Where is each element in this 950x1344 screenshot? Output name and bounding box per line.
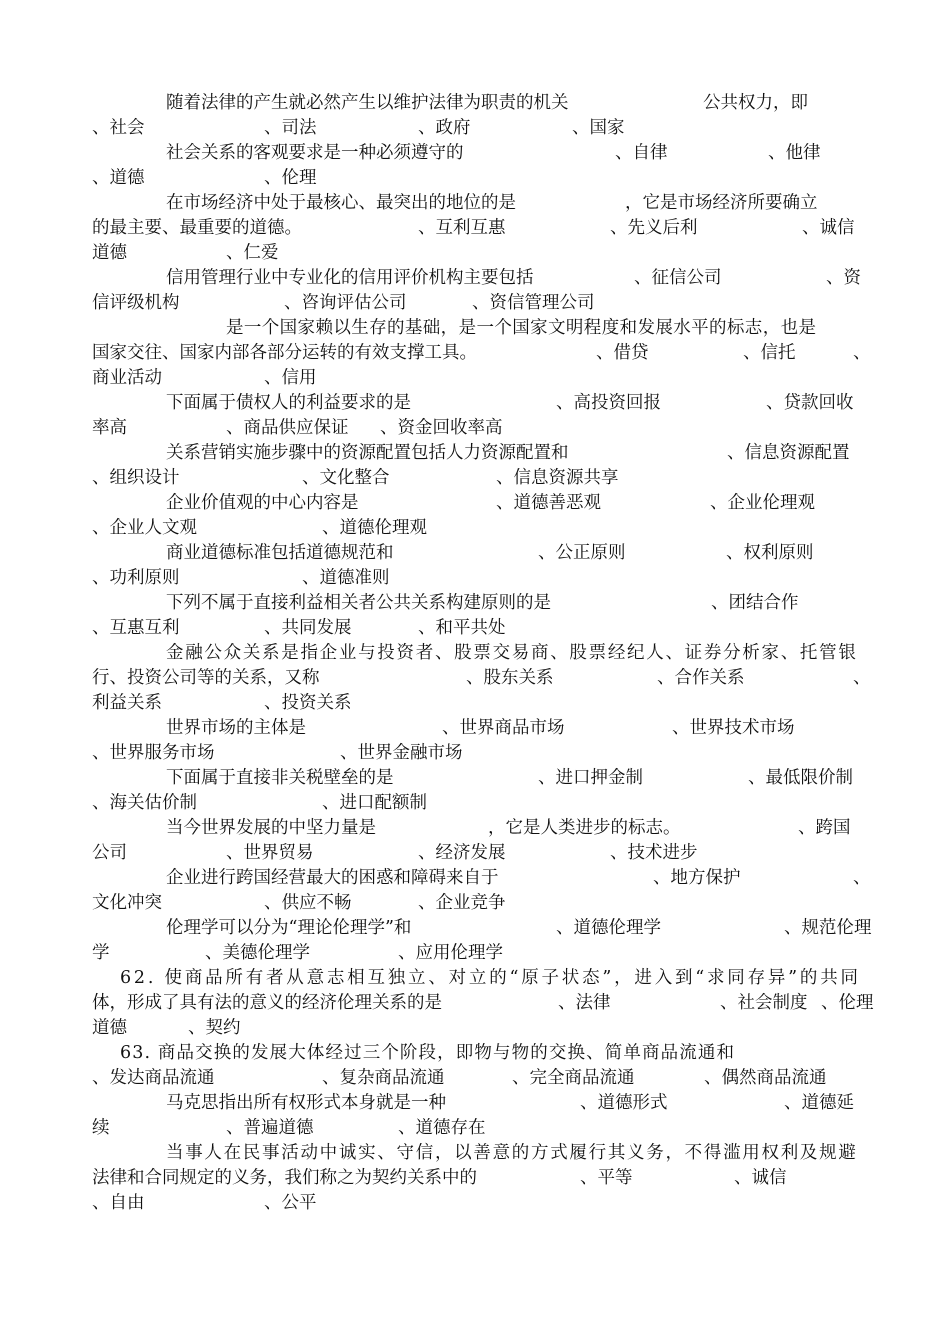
text-segment: 、仁爱	[226, 243, 279, 263]
text-line	[0, 467, 950, 492]
text-segment: 、跨国	[798, 818, 851, 838]
text-line	[0, 742, 950, 767]
text-segment: 、信息资源共享	[496, 468, 619, 488]
text-segment: 、公正原则	[538, 543, 626, 563]
text-line	[0, 442, 950, 467]
text-line	[0, 967, 950, 992]
text-segment: 、文化整合	[302, 468, 390, 488]
text-segment: 当今世界发展的中坚力量是	[166, 818, 376, 838]
text-line	[0, 317, 950, 342]
text-segment: 信评级机构	[92, 293, 180, 313]
text-segment: 当事人在民事活动中诚实、守信，以善意的方式履行其义务，不得滥用权利及规避	[166, 1143, 858, 1163]
text-line	[0, 517, 950, 542]
text-line	[0, 992, 950, 1017]
text-segment: 、他律	[768, 143, 821, 163]
text-segment: 、发达商品流通	[92, 1068, 215, 1088]
text-segment: 、道德善恶观	[496, 493, 601, 513]
text-segment: 、	[853, 868, 871, 888]
text-line	[0, 892, 950, 917]
text-segment: 、诚信	[734, 1168, 787, 1188]
text-segment: 、诚信	[802, 218, 855, 238]
text-line	[0, 817, 950, 842]
text-segment: 、应用伦理学	[398, 943, 503, 963]
text-segment: 、进口押金制	[538, 768, 643, 788]
text-segment: 行、投资公司等的关系，又称	[92, 668, 320, 688]
text-segment: 、商品供应保证	[226, 418, 349, 438]
text-segment: 、先义后利	[610, 218, 698, 238]
text-segment: 、功利原则	[92, 568, 180, 588]
text-segment: 、资信管理公司	[472, 293, 595, 313]
text-segment: 、地方保护	[653, 868, 741, 888]
text-segment: 马克思指出所有权形式本身就是一种	[166, 1093, 446, 1113]
text-segment: 、企业人文观	[92, 518, 197, 538]
text-segment: 国家交往、国家内部各部分运转的有效支撑工具。	[92, 343, 477, 363]
text-segment: 社会关系的客观要求是一种必须遵守的	[166, 143, 464, 163]
text-segment: ，它是市场经济所要确立	[625, 193, 818, 213]
text-segment: 的最主要、最重要的道德。	[92, 218, 302, 238]
text-segment: 金融公众关系是指企业与投资者、股票交易商、股票经纪人、证券分析家、托管银	[166, 643, 858, 663]
text-line	[0, 1192, 950, 1217]
text-line	[0, 392, 950, 417]
text-segment: 率高	[92, 418, 127, 438]
text-line	[0, 192, 950, 217]
text-segment: 、借贷	[596, 343, 649, 363]
text-segment: 、自由	[92, 1193, 145, 1213]
text-segment: 、经济发展	[418, 843, 506, 863]
text-segment: 续	[92, 1118, 110, 1138]
text-segment: 、和平共处	[418, 618, 506, 638]
text-segment: 、最低限价制	[748, 768, 853, 788]
text-segment: 随着法律的产生就必然产生以维护法律为职责的机关	[166, 93, 569, 113]
text-line	[0, 492, 950, 517]
text-segment: 公共权力，即	[703, 93, 808, 113]
text-line	[0, 417, 950, 442]
text-segment: 、资金回收率高	[380, 418, 503, 438]
text-segment: ，它是人类进步的标志。	[488, 818, 681, 838]
text-line	[0, 942, 950, 967]
text-segment: 、公平	[264, 1193, 317, 1213]
text-line	[0, 292, 950, 317]
text-line	[0, 692, 950, 717]
text-segment: 、偶然商品流通	[704, 1068, 827, 1088]
text-segment: 道德	[92, 243, 127, 263]
text-segment: 、信息资源配置	[727, 443, 850, 463]
text-line	[0, 1142, 950, 1167]
text-segment: 、供应不畅	[264, 893, 352, 913]
text-segment: 、契约	[188, 1018, 241, 1038]
text-segment: 、道德延	[784, 1093, 854, 1113]
text-segment: 体，形成了具有法的意义的经济伦理关系的是	[92, 993, 442, 1013]
text-segment: 、合作关系	[657, 668, 745, 688]
text-segment: 、国家	[572, 118, 625, 138]
text-segment: 文化冲突	[92, 893, 162, 913]
text-line	[0, 1092, 950, 1117]
text-segment: 、技术进步	[610, 843, 698, 863]
text-line	[0, 1117, 950, 1142]
text-segment: 、道德存在	[398, 1118, 486, 1138]
text-segment: 下面属于直接非关税壁垒的是	[166, 768, 394, 788]
text-segment: 、	[853, 668, 871, 688]
text-segment: 在市场经济中处于最核心、最突出的地位的是	[166, 193, 516, 213]
text-segment: 下列不属于直接利益相关者公共关系构建原则的是	[166, 593, 551, 613]
text-line	[0, 142, 950, 167]
text-line	[0, 617, 950, 642]
text-segment: 62. 使商品所有者从意志相互独立、对立的“原子状态”，进入到“求同存异”的共同	[120, 968, 861, 988]
text-segment: 、美德伦理学	[205, 943, 310, 963]
text-segment: 、海关估价制	[92, 793, 197, 813]
text-line	[0, 1042, 950, 1067]
text-line	[0, 367, 950, 392]
text-line	[0, 567, 950, 592]
text-line	[0, 842, 950, 867]
text-segment: 、规范伦理	[784, 918, 872, 938]
text-segment: 、进口配额制	[322, 793, 427, 813]
text-segment: 、股东关系	[466, 668, 554, 688]
text-segment: 、道德准则	[302, 568, 390, 588]
text-line	[0, 592, 950, 617]
text-segment: 、社会	[92, 118, 145, 138]
text-segment: 是一个国家赖以生存的基础，是一个国家文明程度和发展水平的标志，也是	[226, 318, 817, 338]
text-line	[0, 217, 950, 242]
text-segment: 、道德伦理观	[322, 518, 427, 538]
text-line	[0, 542, 950, 567]
text-segment: 、企业竞争	[418, 893, 506, 913]
text-segment: 、权利原则	[726, 543, 814, 563]
text-segment: 、复杂商品流通	[322, 1068, 445, 1088]
text-segment: 道德	[92, 1018, 127, 1038]
text-segment: 、	[853, 343, 871, 363]
text-segment: 、企业伦理观	[710, 493, 815, 513]
text-segment: 、互利互惠	[418, 218, 506, 238]
text-segment: 63. 商品交换的发展大体经过三个阶段，即物与物的交换、简单商品流通和	[120, 1043, 736, 1063]
text-segment: 、世界金融市场	[340, 743, 463, 763]
text-segment: 、政府	[418, 118, 471, 138]
text-segment: 关系营销实施步骤中的资源配置包括人力资源配置和	[166, 443, 569, 463]
text-line	[0, 642, 950, 667]
text-segment: 、完全商品流通	[512, 1068, 635, 1088]
text-segment: 、贷款回收	[766, 393, 854, 413]
text-line	[0, 1067, 950, 1092]
text-segment: 、自律	[615, 143, 668, 163]
text-segment: 、伦理	[821, 993, 874, 1013]
text-segment: 世界市场的主体是	[166, 718, 306, 738]
text-segment: 、法律	[558, 993, 611, 1013]
text-segment: 、平等	[580, 1168, 633, 1188]
text-line	[0, 242, 950, 267]
text-segment: 企业进行跨国经营最大的困惑和障碍来自于	[166, 868, 499, 888]
text-segment: 、世界服务市场	[92, 743, 215, 763]
text-segment: 、信托	[743, 343, 796, 363]
text-segment: 、司法	[264, 118, 317, 138]
text-segment: 、信用	[264, 368, 317, 388]
text-line	[0, 342, 950, 367]
text-line	[0, 1167, 950, 1192]
text-segment: 、世界贸易	[226, 843, 314, 863]
text-segment: 、征信公司	[634, 268, 722, 288]
text-line	[0, 717, 950, 742]
text-line	[0, 792, 950, 817]
text-segment: 商业道德标准包括道德规范和	[166, 543, 394, 563]
text-segment: 商业活动	[92, 368, 162, 388]
text-segment: 、社会制度	[720, 993, 808, 1013]
text-segment: 、投资关系	[264, 693, 352, 713]
text-line	[0, 917, 950, 942]
text-segment: 、资	[826, 268, 861, 288]
text-line	[0, 767, 950, 792]
text-segment: 、道德	[92, 168, 145, 188]
text-segment: 利益关系	[92, 693, 162, 713]
text-line	[0, 867, 950, 892]
text-segment: 、高投资回报	[556, 393, 661, 413]
text-segment: 伦理学可以分为“理论伦理学”和	[166, 918, 412, 938]
text-segment: 、咨询评估公司	[284, 293, 407, 313]
text-segment: 公司	[92, 843, 127, 863]
text-line	[0, 667, 950, 692]
text-segment: 法律和合同规定的义务，我们称之为契约关系中的	[92, 1168, 477, 1188]
text-segment: 、道德形式	[580, 1093, 668, 1113]
text-segment: 、共同发展	[264, 618, 352, 638]
text-segment: 信用管理行业中专业化的信用评价机构主要包括	[166, 268, 534, 288]
text-segment: 学	[92, 943, 110, 963]
text-segment: 企业价值观的中心内容是	[166, 493, 359, 513]
text-line	[0, 92, 950, 117]
text-segment: 、道德伦理学	[556, 918, 661, 938]
text-line	[0, 167, 950, 192]
text-segment: 、组织设计	[92, 468, 180, 488]
text-line	[0, 117, 950, 142]
text-line	[0, 1017, 950, 1042]
text-segment: 、团结合作	[711, 593, 799, 613]
text-segment: 、伦理	[264, 168, 317, 188]
text-line	[0, 267, 950, 292]
text-segment: 、互惠互利	[92, 618, 180, 638]
text-segment: 、世界技术市场	[672, 718, 795, 738]
text-segment: 、普遍道德	[226, 1118, 314, 1138]
text-segment: 下面属于债权人的利益要求的是	[166, 393, 411, 413]
text-segment: 、世界商品市场	[442, 718, 565, 738]
